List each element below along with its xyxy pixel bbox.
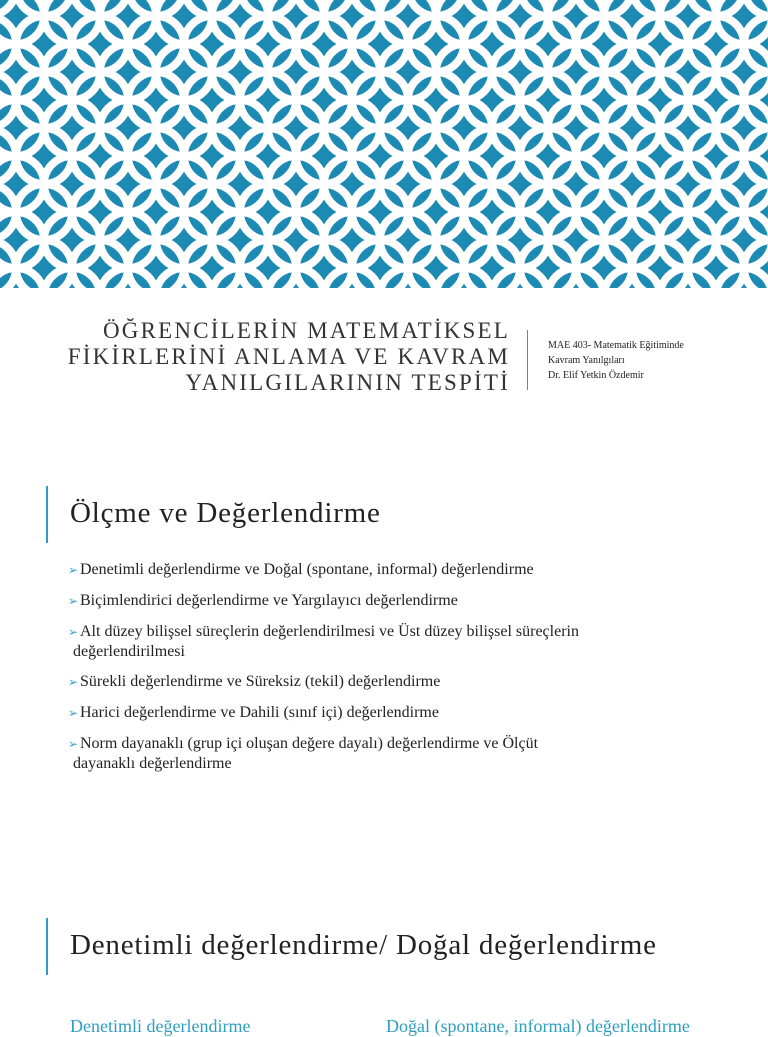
list-item bbox=[68, 622, 688, 661]
next-slide-preview bbox=[70, 1012, 750, 1036]
title-line-3: YANILGILARININ TESPİTİ bbox=[185, 370, 510, 395]
pattern-banner-graphic bbox=[0, 0, 768, 288]
course-subject: Kavram Yanılgıları bbox=[548, 355, 625, 366]
bullet-list bbox=[68, 560, 688, 784]
arrowhead-bullet-icon: ➢ bbox=[68, 675, 79, 689]
bullet-text-continued: dayanaklı değerlendirme bbox=[73, 755, 232, 772]
preview-left-heading: Denetimli değerlendirme bbox=[70, 1016, 251, 1036]
list-item bbox=[68, 703, 688, 723]
section-heading: Ölçme ve Değerlendirme bbox=[70, 497, 381, 529]
course-instructor: Dr. Elif Yetkin Özdemir bbox=[548, 370, 644, 381]
bullet-text: Norm dayanaklı (grup içi oluşan değere dayalı) değerlendirme ve Ölçüt bbox=[80, 735, 539, 752]
section-heading: Denetimli değerlendirme/ Doğal değerlendirme bbox=[70, 929, 657, 961]
arrowhead-bullet-icon: ➢ bbox=[68, 563, 79, 577]
pattern-banner bbox=[0, 0, 768, 288]
bullet-text: Alt düzey bilişsel süreçlerin değerlendirilmesi ve Üst düzey bilişsel süreçlerin bbox=[80, 623, 579, 640]
list-item bbox=[68, 734, 688, 773]
list-item bbox=[68, 672, 688, 692]
section-accent-bar bbox=[46, 918, 48, 975]
list-item bbox=[68, 591, 688, 611]
arrowhead-bullet-icon: ➢ bbox=[68, 737, 79, 751]
preview-right-heading: Doğal (spontane, informal) değerlendirme bbox=[386, 1016, 690, 1036]
bullet-text: Harici değerlendirme ve Dahili (sınıf içi) değerlendirme bbox=[80, 704, 439, 721]
title-line-2: FİKİRLERİNİ ANLAMA VE KAVRAM bbox=[67, 344, 510, 369]
bullet-text-continued: değerlendirilmesi bbox=[73, 643, 185, 660]
course-code: MAE 403- Matematik Eğitiminde bbox=[548, 340, 684, 351]
arrowhead-bullet-icon: ➢ bbox=[68, 706, 79, 720]
slide-title bbox=[0, 318, 510, 396]
title-line-1: ÖĞRENCİLERİN MATEMATİKSEL bbox=[102, 318, 510, 343]
arrowhead-bullet-icon: ➢ bbox=[68, 625, 79, 639]
arrowhead-bullet-icon: ➢ bbox=[68, 594, 79, 608]
bullet-text: Denetimli değerlendirme ve Doğal (spontane, informal) değerlendirme bbox=[80, 561, 534, 578]
banner-circle-pattern bbox=[0, 0, 768, 288]
bullet-text: Sürekli değerlendirme ve Süreksiz (tekil) değerlendirme bbox=[80, 673, 441, 690]
title-divider bbox=[527, 330, 528, 390]
course-info bbox=[548, 338, 758, 383]
list-item bbox=[68, 560, 688, 580]
section-accent-bar bbox=[46, 486, 48, 543]
bullet-text: Biçimlendirici değerlendirme ve Yargılayıcı değerlendirme bbox=[80, 592, 458, 609]
